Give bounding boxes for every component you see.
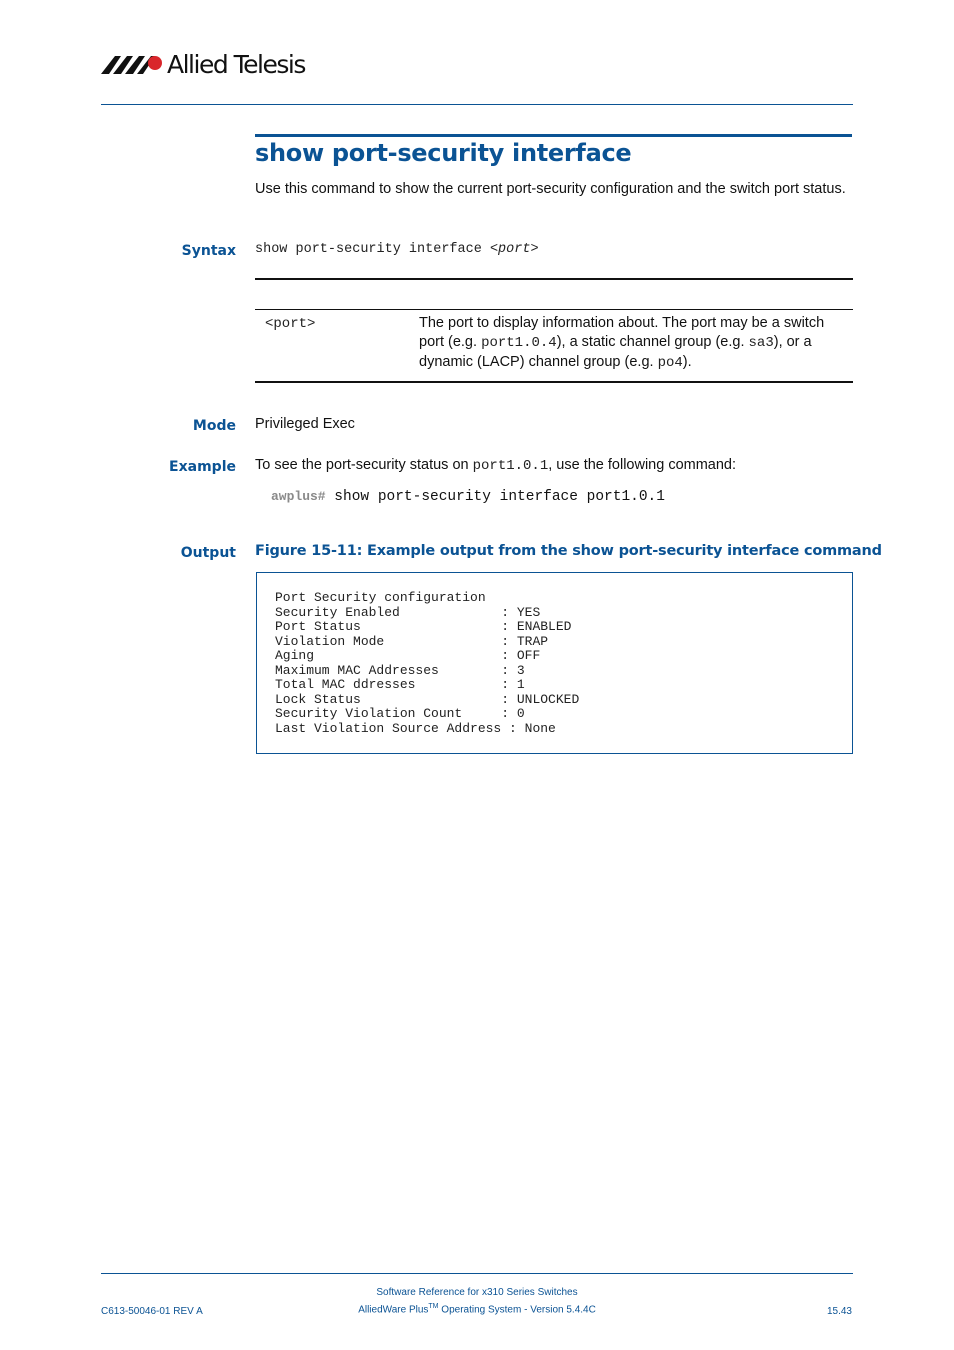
- footer-subtitle: [0, 1303, 954, 1315]
- param-desc-text: The port to display information about. The port may be a switch port (e.g.: [419, 315, 825, 350]
- syntax-param: <port>: [489, 242, 539, 257]
- param-desc-text: ), or a dynamic (LACP) channel group (e.g.: [419, 334, 812, 370]
- logo-mark-icon: [101, 50, 167, 78]
- parameter-name: <port>: [265, 316, 316, 332]
- page-title: show port-security interface: [255, 139, 632, 167]
- footer-divider: [101, 1273, 853, 1274]
- footer-page-number: 15.43: [826, 1306, 852, 1317]
- output-label: Output: [180, 545, 236, 561]
- company-logo: [101, 50, 305, 83]
- footer-product: AlliedWare Plus: [358, 1304, 429, 1316]
- footer-version: Operating System - Version 5.4.4C: [438, 1304, 596, 1316]
- param-desc-text: ), a static channel group (e.g.: [556, 334, 749, 350]
- header-divider: [101, 104, 853, 105]
- syntax-command: show port-security interface: [255, 242, 490, 257]
- footer-title: Software Reference for x310 Series Switches: [376, 1287, 578, 1298]
- syntax-code: [255, 242, 539, 257]
- param-desc-code: sa3: [748, 335, 774, 351]
- table-top-rule: [255, 278, 853, 280]
- table-header-rule: [255, 309, 853, 310]
- mode-value: Privileged Exec: [255, 416, 355, 432]
- param-desc-code: po4: [657, 355, 683, 371]
- syntax-label: Syntax: [181, 243, 236, 259]
- example-command: [271, 489, 665, 505]
- output-box: [256, 572, 853, 754]
- param-desc-text: ).: [682, 354, 692, 370]
- parameter-description: [419, 314, 851, 373]
- figure-caption: Figure 15-11: Example output from the show port-security interface command: [255, 543, 882, 559]
- cli-prompt: awplus#: [271, 489, 326, 504]
- mode-label: Mode: [192, 418, 236, 434]
- param-desc-code: port1.0.4: [481, 335, 557, 351]
- example-text-before: To see the port-security status on: [255, 457, 473, 473]
- title-divider: [255, 134, 852, 137]
- cli-command: show port-security interface port1.0.1: [325, 489, 665, 505]
- footer-trademark: TM: [428, 1303, 439, 1310]
- logo-text: Allied Telesis: [167, 50, 305, 79]
- example-text-code: port1.0.1: [472, 458, 549, 474]
- table-bottom-rule: [255, 381, 853, 383]
- example-label: Example: [169, 459, 236, 475]
- example-description: [255, 456, 736, 476]
- command-output: Port Security configuration Security Enabled : YES Port Status : ENABLED Violation Mode : TRAP Aging : OFF Maximum MAC Addresses : 3 Total MAC ddresses : 1 Lock Status : UNLOCKED Security Violation Count : 0 Last Violation Source Address : None: [275, 590, 580, 736]
- footer-doc-id: C613-50046-01 REV A: [101, 1306, 203, 1317]
- command-description: Use this command to show the current port-security configuration and the switch port status.: [255, 181, 846, 197]
- example-text-after: , use the following command:: [548, 457, 737, 473]
